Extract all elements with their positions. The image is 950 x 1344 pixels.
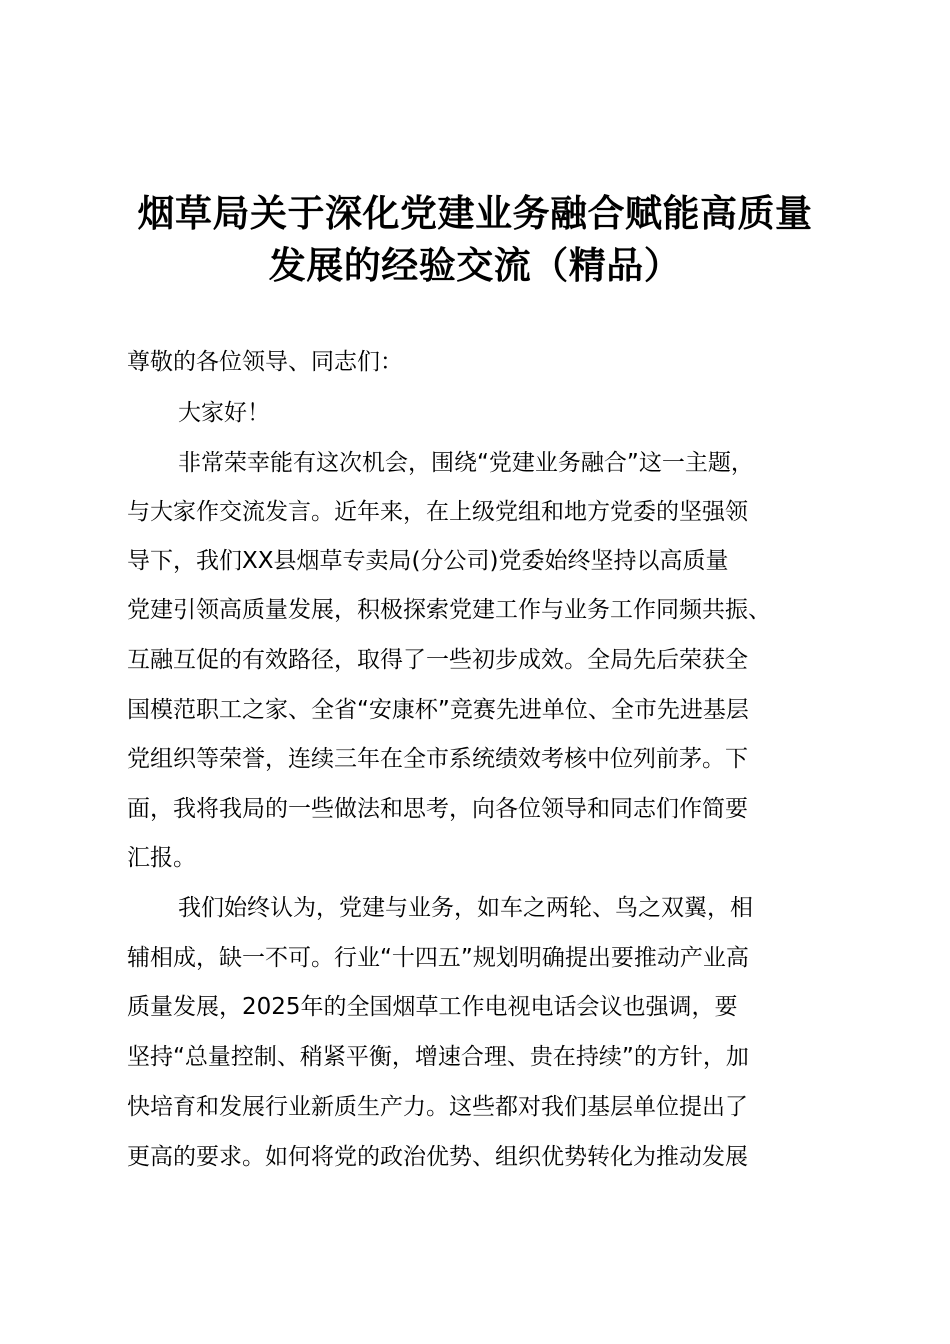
paragraph-2-line-6: 更高的要求。如何将党的政治优势、组织优势转化为推动发展 [127,1144,748,1170]
paragraph-2-line-5: 快培育和发展行业新质生产力。这些都对我们基层单位提出了 [127,1094,748,1120]
paragraph-1-line-7: 党组织等荣誉，连续三年在全市系统绩效考核中位列前茅。下 [127,746,748,772]
greeting: 大家好！ [178,400,270,426]
paragraph-2-line-4: 坚持“总量控制、稍紧平衡，增速合理、贵在持续”的方针，加 [127,1044,749,1070]
paragraph-1-line-4: 党建引领高质量发展，积极探索党建工作与业务工作同频共振、 [127,597,771,623]
paragraph-2-line-3: 质量发展，2025年的全国烟草工作电视电话会议也强调，要 [127,994,738,1020]
document-title-line-2: 发展的经验交流（精品） [268,244,682,287]
paragraph-2-line-2: 辅相成，缺一不可。行业“十四五”规划明确提出要推动产业高 [127,945,749,971]
paragraph-1-line-3: 导下，我们XX县烟草专卖局(分公司)党委始终坚持以高质量 [127,548,729,574]
paragraph-2-line-1: 我们始终认为，党建与业务，如车之两轮、鸟之双翼，相 [178,895,753,921]
paragraph-1-line-2: 与大家作交流发言。近年来，在上级党组和地方党委的坚强领 [127,499,748,525]
paragraph-1-line-9: 汇报。 [127,845,196,871]
paragraph-1-line-5: 互融互促的有效路径，取得了一些初步成效。全局先后荣获全 [127,647,748,673]
document-title-line-1: 烟草局关于深化党建业务融合赋能高质量 [137,192,813,235]
salutation: 尊敬的各位领导、同志们： [127,349,403,375]
paragraph-1-line-6: 国模范职工之家、全省“安康杯”竞赛先进单位、全市先进基层 [127,697,749,723]
paragraph-1-line-1: 非常荣幸能有这次机会，围绕“党建业务融合”这一主题， [178,450,754,476]
paragraph-1-line-8: 面，我将我局的一些做法和思考，向各位领导和同志们作简要 [127,796,748,822]
